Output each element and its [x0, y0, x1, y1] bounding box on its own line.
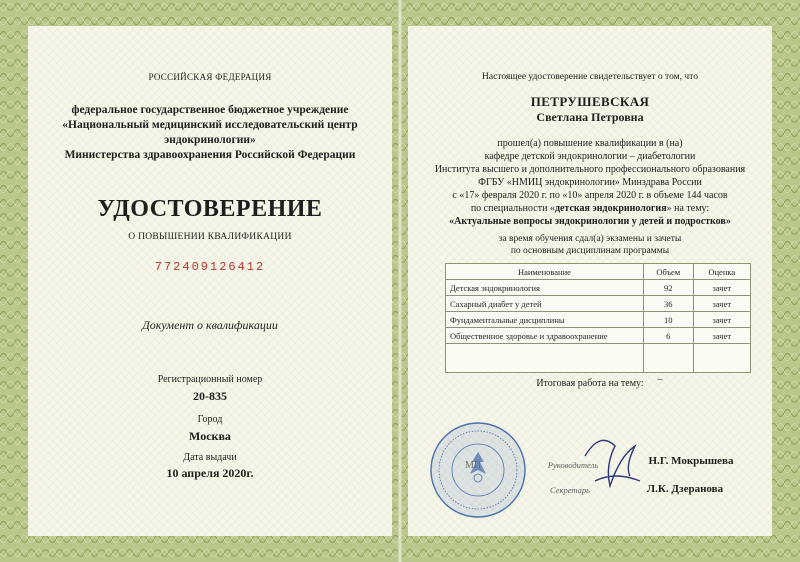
secretary-label: Секретарь — [550, 485, 590, 495]
exam-line-2: по основным дисциплинам программы — [510, 246, 670, 256]
specialty-prefix: по специальности « — [470, 203, 555, 214]
paragraph-line-2: кафедре детской эндокринологии – диабетологии — [484, 151, 696, 162]
country-label: РОССИЙСКАЯ ФЕДЕРАЦИЯ — [148, 72, 272, 82]
row-name — [446, 344, 644, 373]
page-fold — [398, 0, 402, 562]
recipient-surname: ПЕТРУШЕВСКАЯ — [530, 94, 650, 109]
row-volume: 92 — [643, 280, 693, 296]
row-name: Общественное здоровье и здравоохранение — [446, 328, 644, 344]
paragraph-line-5: с «17» февраля 2020 г. по «10» апреля 2020 г. в объеме 144 часов — [452, 190, 728, 201]
exam-line-1: за время обучения сдал(а) экзамены и зачеты — [498, 234, 682, 244]
row-name: Фундаментальные дисциплины — [446, 312, 644, 328]
org-line-4: Министерства здравоохранения Российской Федерации — [64, 149, 356, 161]
row-grade — [693, 344, 750, 373]
org-line-2: «Национальный медицинский исследовательский центр — [62, 119, 358, 131]
recipient-given-names: Светлана Петровна — [536, 110, 644, 124]
issue-date-value: 10 апреля 2020г. — [166, 466, 254, 480]
table-header-row — [446, 264, 751, 280]
org-line-1: федеральное государственное бюджетное учреждение — [71, 104, 349, 116]
header-grade: Оценка — [693, 264, 750, 280]
row-grade: зачет — [693, 312, 750, 328]
intro-text: Настоящее удостоверение свидетельствует о том, что — [482, 72, 698, 82]
row-name: Сахарный диабет у детей — [446, 296, 644, 312]
registration-number-label: Регистрационный номер — [157, 374, 263, 385]
final-work-label: Итоговая работа на тему: — [536, 378, 644, 389]
seal-label: МП — [464, 460, 482, 471]
head-name: Н.Г. Мокрышева — [648, 455, 734, 467]
city-label: Город — [197, 414, 223, 425]
row-grade: зачет — [693, 280, 750, 296]
final-work-value: – — [657, 374, 663, 385]
table-row — [446, 344, 751, 373]
row-volume: 10 — [643, 312, 693, 328]
document-title: УДОСТОВЕРЕНИЕ — [97, 196, 323, 222]
specialty-value: детская эндокринология — [554, 203, 667, 214]
course-topic: «Актуальные вопросы эндокринологии у детей и подростков» — [449, 216, 731, 227]
registration-number-value: 20-835 — [193, 389, 227, 403]
disciplines-table — [445, 263, 751, 373]
row-grade: зачет — [693, 328, 750, 344]
head-label: Руководитель — [547, 460, 599, 470]
row-grade: зачет — [693, 296, 750, 312]
table-row — [446, 280, 751, 296]
secretary-name: Л.К. Дзеранова — [646, 483, 724, 495]
paragraph-line-4: ФГБУ «НМИЦ эндокринологии» Минздрава России — [478, 177, 702, 188]
serial-number: 772409126412 — [154, 260, 266, 274]
header-name: Наименование — [446, 264, 644, 280]
row-volume — [643, 344, 693, 373]
row-volume: 6 — [643, 328, 693, 344]
header-volume: Объем — [643, 264, 693, 280]
paragraph-line-3: Института высшего и дополнительного профессионального образования — [434, 164, 746, 175]
table-row — [446, 328, 751, 344]
paragraph-line-6 — [408, 203, 772, 214]
city-value: Москва — [189, 429, 231, 443]
row-volume: 36 — [643, 296, 693, 312]
document-subtitle: О ПОВЫШЕНИИ КВАЛИФИКАЦИИ — [128, 232, 292, 242]
paragraph-line-1: прошел(а) повышение квалификации в (на) — [497, 138, 683, 149]
table-row — [446, 312, 751, 328]
specialty-suffix: » на тему: — [666, 203, 710, 214]
table-row — [446, 296, 751, 312]
document-type: Документ о квалификации — [142, 318, 278, 332]
row-name: Детская эндокринология — [446, 280, 644, 296]
org-line-3: эндокринологии» — [164, 134, 256, 146]
issue-date-label: Дата выдачи — [183, 452, 237, 463]
